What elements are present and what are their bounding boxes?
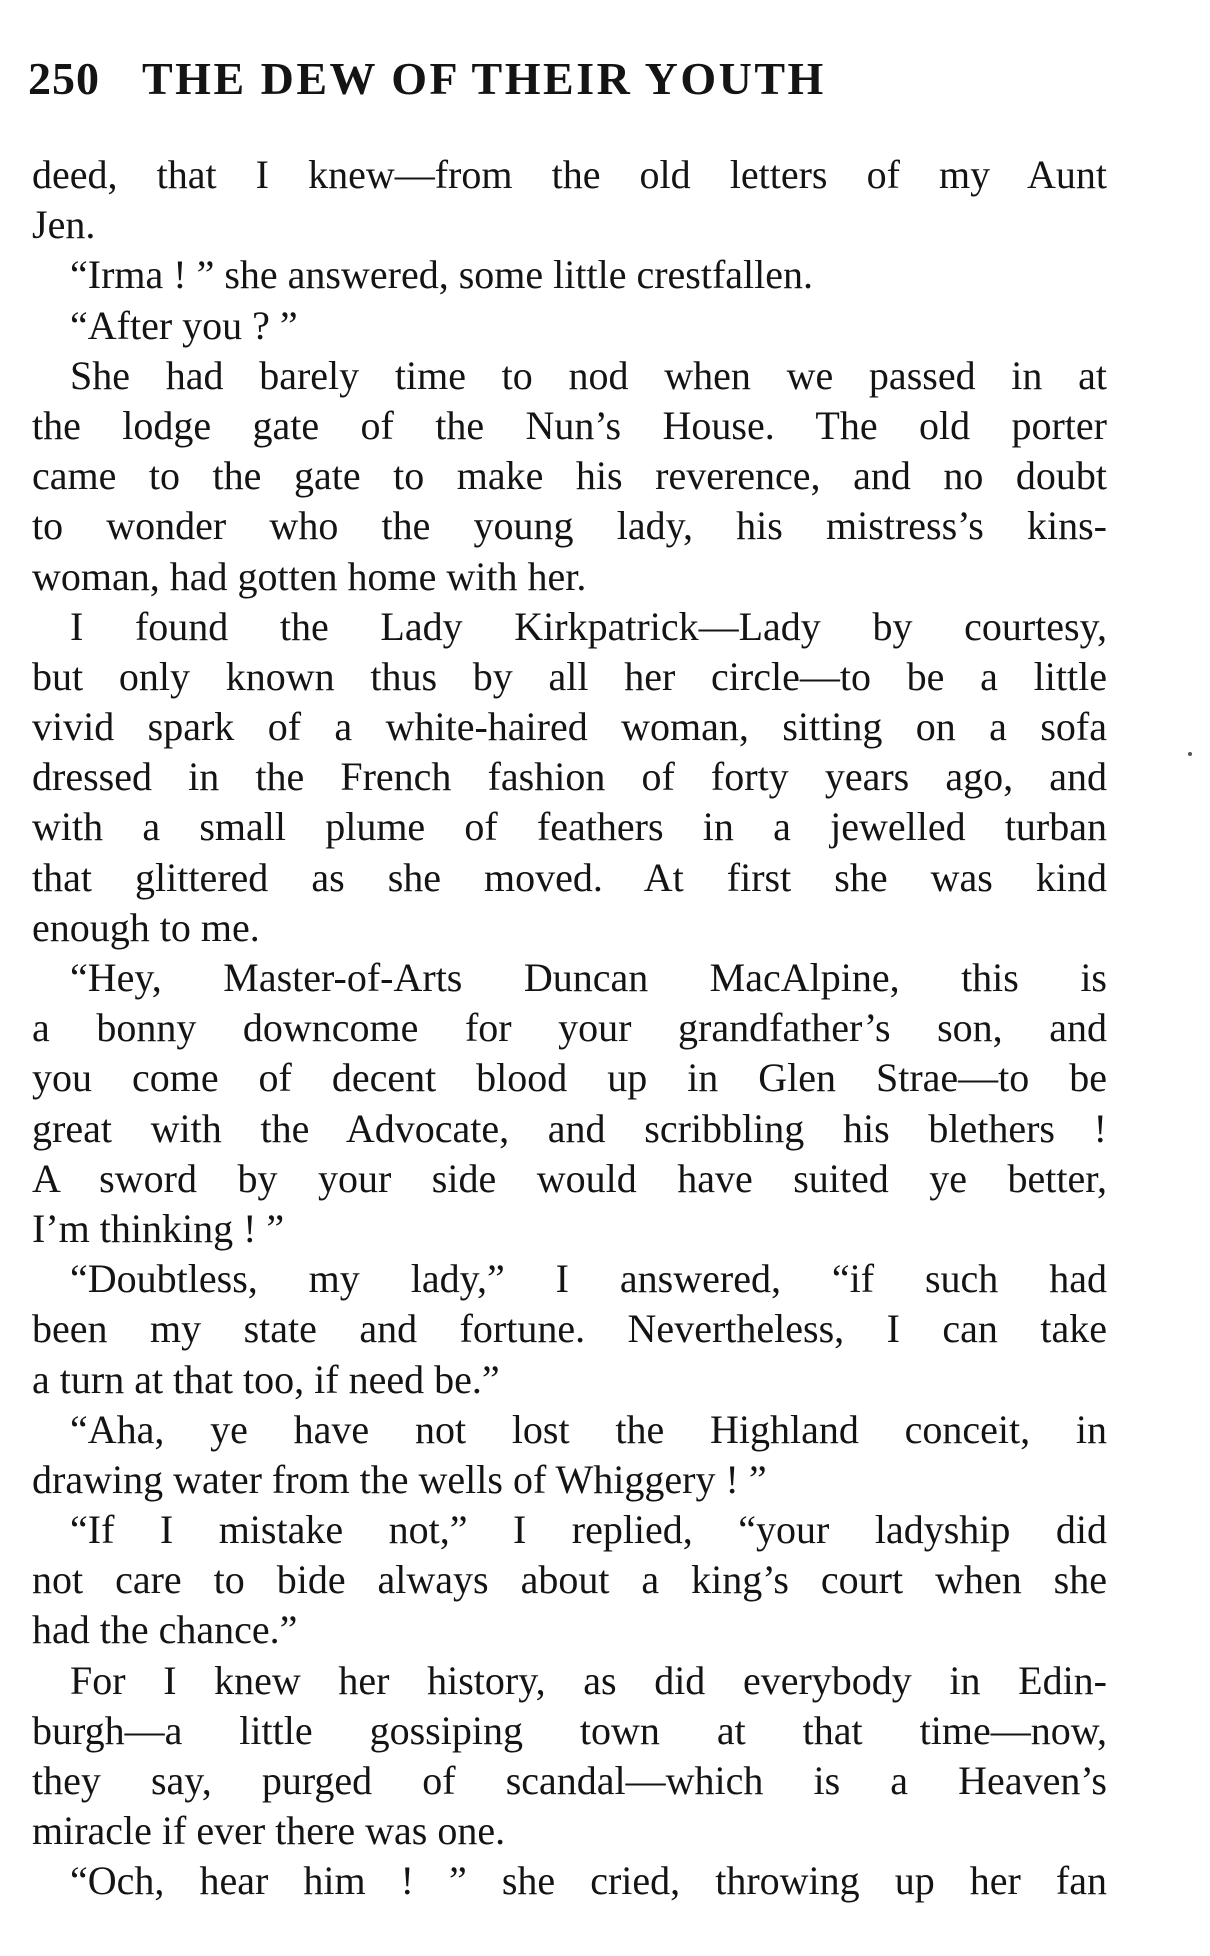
running-title: THE DEW OF THEIR YOUTH	[142, 53, 826, 104]
text-line: I’m thinking ! ”	[32, 1205, 285, 1251]
text-line: “Aha, ye have not lost the Highland conceit, in	[70, 1406, 1107, 1452]
text-line: “Och, hear him ! ” she cried, throwing up her fan	[70, 1858, 1107, 1904]
text-line: a turn at that too, if need be.”	[32, 1356, 500, 1402]
text-line: “If I mistake not,” I replied, “your ladyship did	[70, 1507, 1107, 1553]
text-line: “Hey, Master-of-Arts Duncan MacAlpine, this is	[70, 955, 1107, 1000]
print-speck	[1188, 752, 1192, 756]
text-line: She had barely time to nod when we passed in at	[70, 352, 1107, 398]
text-line: Jen.	[32, 202, 96, 248]
text-line: drawing water from the wells of Whiggery ! ”	[32, 1456, 767, 1502]
text-line: enough to me.	[32, 904, 260, 950]
running-header	[28, 52, 1138, 110]
text-line: miracle if ever there was one.	[32, 1808, 506, 1854]
text-line: For I knew her history, as did everybody in Edin-	[70, 1657, 1107, 1703]
text-line: had the chance.”	[32, 1607, 298, 1653]
text-line: came to the gate to make his reverence, and no doubt	[32, 453, 1107, 499]
text-line: dressed in the French fashion of forty years ago, and	[32, 754, 1107, 800]
text-line: “Doubtless, my lady,” I answered, “if such had	[70, 1256, 1107, 1302]
text-line: deed, that I knew—from the old letters of my Aunt	[32, 152, 1107, 197]
text-line: a bonny downcome for your grandfather’s son, and	[32, 1005, 1107, 1051]
text-line: I found the Lady Kirkpatrick—Lady by courtesy,	[70, 603, 1107, 649]
text-line: to wonder who the young lady, his mistress’s kins-	[32, 503, 1107, 549]
page-number: 250	[28, 53, 100, 104]
text-line: woman, had gotten home with her.	[32, 553, 587, 599]
text-line: great with the Advocate, and scribbling his blethers !	[32, 1105, 1107, 1151]
text-line: the lodge gate of the Nun’s House. The old porter	[32, 402, 1107, 448]
text-line: vivid spark of a white-haired woman, sitting on a sofa	[32, 704, 1107, 750]
text-line: that glittered as she moved. At first she was kind	[32, 854, 1107, 900]
text-line: been my state and fortune. Nevertheless, I can take	[32, 1306, 1107, 1352]
text-line: but only known thus by all her circle—to be a little	[32, 653, 1107, 699]
text-line: “After you ? ”	[70, 302, 298, 348]
text-line: with a small plume of feathers in a jewelled turban	[32, 804, 1107, 850]
text-line: they say, purged of scandal—which is a Heaven’s	[32, 1758, 1107, 1803]
text-line: “Irma ! ” she answered, some little crestfallen.	[70, 252, 814, 298]
text-line: you come of decent blood up in Glen Strae—to be	[32, 1055, 1107, 1101]
text-line: not care to bide always about a king’s court when she	[32, 1557, 1107, 1603]
text-line: burgh—a little gossiping town at that time—now,	[32, 1707, 1107, 1753]
body-text	[32, 150, 1107, 1907]
text-line: A sword by your side would have suited ye better,	[32, 1155, 1107, 1201]
